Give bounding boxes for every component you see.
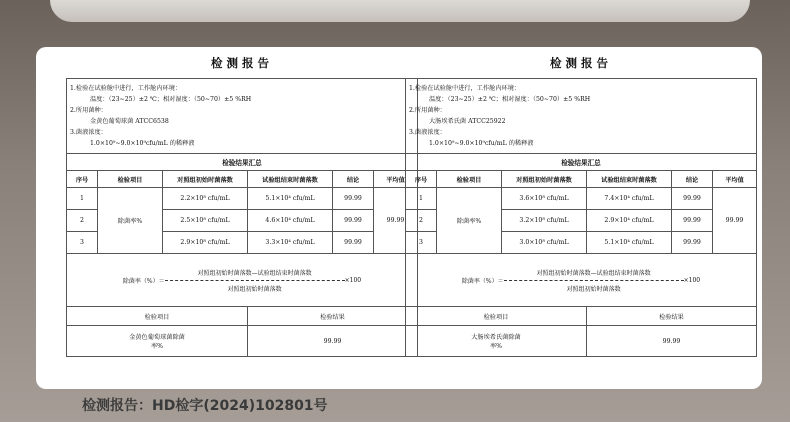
control-count: 2.9×10⁸ cfu/mL (163, 232, 248, 254)
info-line: 3.菌液浓度： (70, 129, 107, 136)
col-header: 检验项目 (98, 171, 163, 188)
row-no: 3 (406, 232, 437, 254)
conclusion: 99.99 (333, 210, 374, 232)
formula (408, 268, 754, 293)
info-line: 温度：（23~25）±2 ℃；相对湿度：（50~70）±5 %RH (90, 96, 252, 103)
formula-lhs: 除菌率（%）＝ (461, 277, 504, 285)
col-header: 平均值 (713, 171, 757, 188)
bottom-result: 99.99 (587, 326, 757, 357)
formula-numerator: 对照组初始时菌落数—试验组结束时菌落数 (536, 269, 651, 277)
bottom-header: 检验结果 (248, 307, 418, 326)
formula-multiplier: ×100 (344, 276, 362, 284)
formula-multiplier: ×100 (683, 276, 701, 284)
bottom-header: 检验项目 (406, 307, 587, 326)
col-header: 平均值 (374, 171, 418, 188)
col-header: 结论 (333, 171, 374, 188)
control-count: 2.5×10⁸ cfu/mL (163, 210, 248, 232)
background-device-edge (50, 0, 750, 22)
average-value: 99.99 (374, 188, 418, 254)
bottom-header: 检验结果 (587, 307, 757, 326)
bottom-result: 99.99 (248, 326, 418, 357)
info-line: 1.0×10⁹~9.0×10⁹cfu/mL 的稀释液 (90, 140, 195, 147)
info-line: 3.菌液浓度： (409, 129, 446, 136)
conclusion: 99.99 (333, 232, 374, 254)
report-panel-left (66, 54, 418, 357)
test-count: 7.4×10⁴ cfu/mL (587, 188, 672, 210)
formula (69, 268, 415, 293)
info-line: 金黄色葡萄球菌 ATCC6538 (90, 118, 169, 125)
report-table (66, 78, 418, 357)
report-panel-right (405, 54, 757, 357)
average-value: 99.99 (713, 188, 757, 254)
formula-denominator: 对照组初始时菌落数 (227, 285, 282, 293)
row-no: 2 (406, 210, 437, 232)
col-header: 结论 (672, 171, 713, 188)
summary-title: 检验结果汇总 (406, 154, 757, 171)
test-count: 5.1×10⁴ cfu/mL (587, 232, 672, 254)
info-line: 2.所用菌种： (409, 107, 446, 114)
test-item: 除菌率% (437, 188, 502, 254)
bottom-header: 检验项目 (67, 307, 248, 326)
test-count: 5.1×10⁴ cfu/mL (248, 188, 333, 210)
fraction-line (165, 280, 345, 281)
col-header: 序号 (406, 171, 437, 188)
conclusion: 99.99 (672, 210, 713, 232)
control-count: 3.2×10⁸ cfu/mL (502, 210, 587, 232)
conclusion: 99.99 (672, 232, 713, 254)
formula-lhs: 除菌率（%）＝ (122, 277, 165, 285)
col-header: 序号 (67, 171, 98, 188)
conclusion: 99.99 (672, 188, 713, 210)
info-line: 2.所用菌种： (70, 107, 107, 114)
bottom-item: 金黄色葡萄球菌除菌率% (67, 326, 248, 357)
info-line: 温度：（23~25）±2 ℃；相对湿度：（50~70）±5 %RH (429, 96, 591, 103)
test-item: 除菌率% (98, 188, 163, 254)
fraction-line (504, 280, 684, 281)
formula-denominator: 对照组初始时菌落数 (566, 285, 621, 293)
info-line: 1.0×10⁹~9.0×10⁹cfu/mL 的稀释液 (429, 140, 534, 147)
formula-numerator: 对照组初始时菌落数—试验组结束时菌落数 (197, 269, 312, 277)
test-count: 4.6×10⁴ cfu/mL (248, 210, 333, 232)
row-no: 2 (67, 210, 98, 232)
info-line: 大肠埃希氏菌 ATCC25922 (429, 118, 506, 125)
col-header: 对照组初始时菌落数 (502, 171, 587, 188)
row-no: 3 (67, 232, 98, 254)
test-count: 3.3×10⁴ cfu/mL (248, 232, 333, 254)
report-title: 检测报告 (211, 56, 273, 70)
col-header: 检验项目 (437, 171, 502, 188)
report-title: 检测报告 (550, 56, 612, 70)
col-header: 试验组结束时菌落数 (587, 171, 672, 188)
control-count: 2.2×10⁸ cfu/mL (163, 188, 248, 210)
col-header: 试验组结束时菌落数 (248, 171, 333, 188)
row-no: 1 (406, 188, 437, 210)
control-count: 3.6×10⁸ cfu/mL (502, 188, 587, 210)
row-no: 1 (67, 188, 98, 210)
report-table (405, 78, 757, 357)
bottom-item: 大肠埃希氏菌除菌率% (406, 326, 587, 357)
info-line: 1.检验在试验舱中进行，工作舱内环境： (409, 85, 521, 92)
report-number-caption: 检测报告：HD检字(2024)102801号 (82, 398, 328, 414)
control-count: 3.0×10⁸ cfu/mL (502, 232, 587, 254)
info-line: 1.检验在试验舱中进行，工作舱内环境： (70, 85, 182, 92)
summary-title: 检验结果汇总 (67, 154, 418, 171)
col-header: 对照组初始时菌落数 (163, 171, 248, 188)
conclusion: 99.99 (333, 188, 374, 210)
test-count: 2.9×10⁴ cfu/mL (587, 210, 672, 232)
